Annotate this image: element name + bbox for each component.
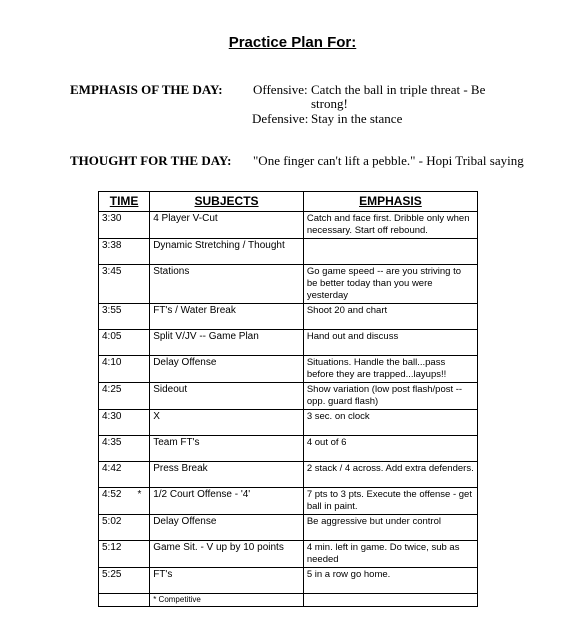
time-cell — [99, 356, 150, 383]
table-row — [99, 568, 478, 594]
table-row — [99, 410, 478, 436]
header-time: TIME — [99, 192, 150, 212]
table-row — [99, 265, 478, 304]
subject-cell: Stations — [150, 265, 304, 304]
table-row — [99, 383, 478, 410]
emphasis-cell: Situations. Handle the ball...pass before they are trapped...layups!! — [303, 356, 477, 383]
emphasis-cell — [303, 239, 477, 265]
offensive-label: Offensive: — [253, 82, 308, 97]
time-cell — [99, 383, 150, 410]
footnote-empty-cell — [303, 594, 477, 607]
subject-cell: Dynamic Stretching / Thought — [150, 239, 304, 265]
subject-cell: 1/2 Court Offense - '4' — [150, 488, 304, 515]
table-row — [99, 212, 478, 239]
time-value: 5:25 — [102, 569, 122, 580]
footnote-row — [99, 594, 478, 607]
thought-text: "One finger can't lift a pebble." - Hopi Tribal saying — [253, 153, 524, 168]
subject-cell: 4 Player V-Cut — [150, 212, 304, 239]
time-cell — [99, 568, 150, 594]
table-row — [99, 462, 478, 488]
time-value: 4:30 — [102, 411, 122, 422]
thought-label: THOUGHT FOR THE DAY: — [70, 153, 232, 168]
header-emphasis: EMPHASIS — [303, 192, 477, 212]
emphasis-cell: 4 out of 6 — [303, 436, 477, 462]
table-row — [99, 488, 478, 515]
subject-cell: Delay Offense — [150, 515, 304, 541]
footnote-empty-cell — [99, 594, 150, 607]
emphasis-cell: Go game speed -- are you striving to be better today than you were yesterday — [303, 265, 477, 304]
subject-cell: Split V/JV -- Game Plan — [150, 330, 304, 356]
time-cell — [99, 436, 150, 462]
table-header-row — [99, 192, 478, 212]
emphasis-cell: Shoot 20 and chart — [303, 304, 477, 330]
subject-cell: FT's / Water Break — [150, 304, 304, 330]
table-row — [99, 515, 478, 541]
time-cell — [99, 239, 150, 265]
subject-cell: X — [150, 410, 304, 436]
time-value: 3:38 — [102, 240, 122, 251]
subject-cell: Delay Offense — [150, 356, 304, 383]
time-value: 5:02 — [102, 516, 122, 527]
emphasis-cell: Be aggressive but under control — [303, 515, 477, 541]
practice-schedule-table — [98, 191, 478, 607]
offensive-text-line1: Catch the ball in triple threat - Be — [311, 82, 486, 97]
table-row — [99, 239, 478, 265]
time-value: 4:25 — [102, 384, 122, 395]
header-subjects: SUBJECTS — [150, 192, 304, 212]
competitive-star: * — [137, 489, 142, 500]
subject-cell: Team FT's — [150, 436, 304, 462]
time-cell — [99, 410, 150, 436]
time-value: 4:10 — [102, 357, 122, 368]
time-value: 4:42 — [102, 463, 122, 474]
time-value: 4:05 — [102, 331, 122, 342]
emphasis-cell: 3 sec. on clock — [303, 410, 477, 436]
emphasis-cell: 4 min. left in game. Do twice, sub as needed — [303, 541, 477, 568]
table-row — [99, 436, 478, 462]
emphasis-cell: 7 pts to 3 pts. Execute the offense - get ball in paint. — [303, 488, 477, 515]
time-value: 3:55 — [102, 305, 122, 316]
emphasis-cell: 5 in a row go home. — [303, 568, 477, 594]
defensive-label: Defensive: — [252, 111, 309, 126]
time-cell — [99, 541, 150, 568]
time-value: 5:12 — [102, 542, 122, 553]
offensive-text-line2: strong! — [311, 96, 348, 111]
time-cell — [99, 304, 150, 330]
time-cell — [99, 462, 150, 488]
table-row — [99, 356, 478, 383]
time-cell — [99, 212, 150, 239]
footnote-text: * Competitive — [150, 594, 304, 607]
time-cell — [99, 265, 150, 304]
emphasis-cell: Catch and face first. Dribble only when necessary. Start off rebound. — [303, 212, 477, 239]
time-cell — [99, 515, 150, 541]
time-value: 4:35 — [102, 437, 122, 448]
table-row — [99, 330, 478, 356]
subject-cell: Sideout — [150, 383, 304, 410]
time-cell — [99, 488, 150, 515]
time-cell — [99, 330, 150, 356]
page-title: Practice Plan For: — [228, 34, 357, 51]
subject-cell: Press Break — [150, 462, 304, 488]
table-row — [99, 304, 478, 330]
emphasis-label: EMPHASIS OF THE DAY: — [70, 82, 223, 97]
defensive-text: Stay in the stance — [311, 111, 403, 126]
emphasis-cell: 2 stack / 4 across. Add extra defenders. — [303, 462, 477, 488]
time-value: 4:52 — [102, 489, 122, 500]
time-value: 3:30 — [102, 213, 122, 224]
emphasis-cell: Hand out and discuss — [303, 330, 477, 356]
subject-cell: Game Sit. - V up by 10 points — [150, 541, 304, 568]
table-row — [99, 541, 478, 568]
emphasis-cell: Show variation (low post flash/post -- opp. guard flash) — [303, 383, 477, 410]
subject-cell: FT's — [150, 568, 304, 594]
time-value: 3:45 — [102, 266, 122, 277]
